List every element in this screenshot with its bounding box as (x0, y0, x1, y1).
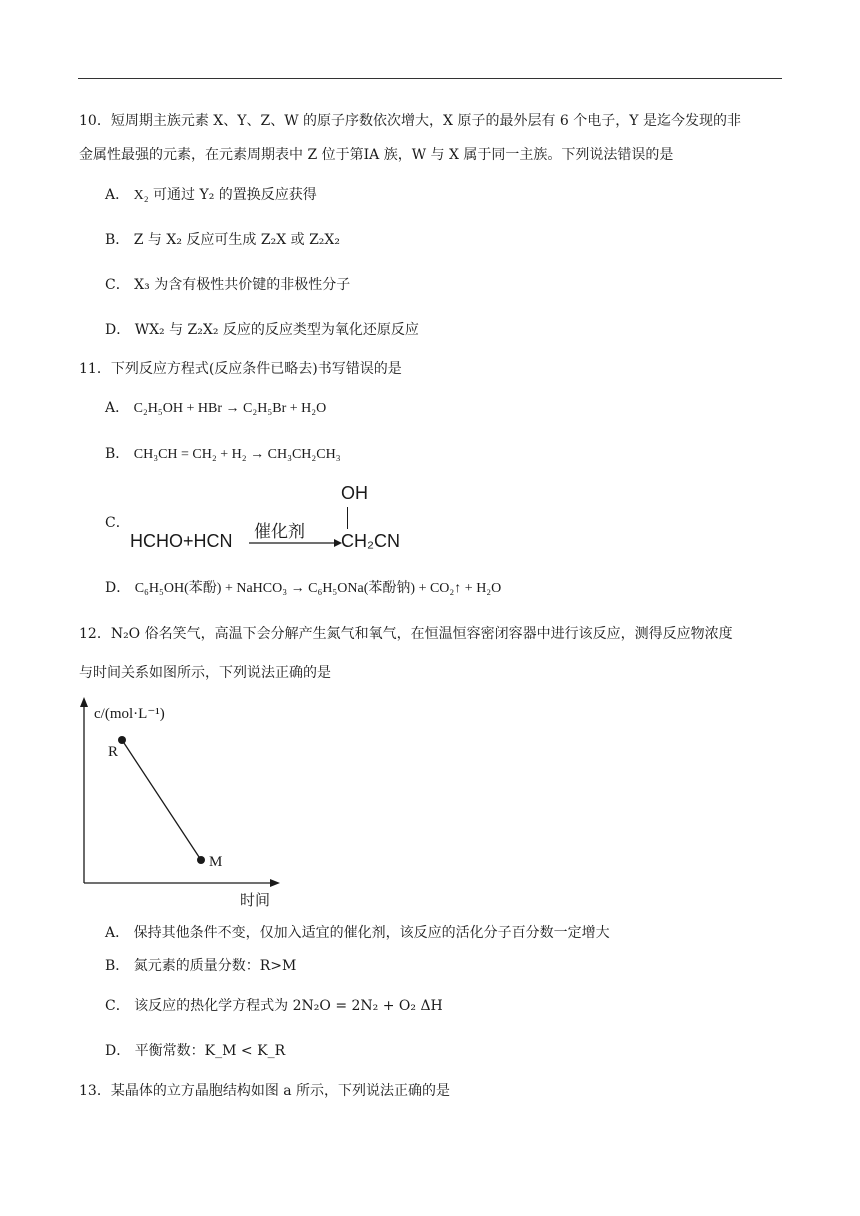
data-label-m: M (209, 854, 223, 870)
q12-stem-line1: 12．N₂O 俗名笑气，高温下会分解产生氮气和氧气，在恒温恒容密闭容器中进行该反应，测得反应物浓度 (79, 626, 733, 642)
concentration-time-chart (70, 695, 300, 915)
x-axis-label: 时间 (240, 893, 271, 909)
y-axis-label: c/(mol·L⁻¹) (94, 706, 165, 722)
q10-option-a-text: 可通过 Y₂ 的置换反应获得 (153, 187, 317, 203)
q10-option-c-label: C． (105, 277, 130, 293)
q11-c-product-oh: OH (341, 483, 368, 503)
q12-option-d-label: D． (105, 1043, 131, 1059)
q11-option-d-equation: C₆H₅OH(苯酚) + NaHCO₃ → C₆H₅ONa(苯酚钠) + CO₂↑ + H₂O (134, 581, 502, 596)
q11-option-d[interactable] (105, 578, 501, 599)
q12-option-a-text: 保持其他条件不变，仅加入适宜的催化剂，该反应的活化分子百分数一定增大 (133, 925, 610, 941)
data-point-m (197, 856, 205, 864)
q12-option-a-label: A． (105, 925, 130, 941)
data-line-r-m (122, 740, 201, 860)
q13-stem: 13．某晶体的立方晶胞结构如图 a 所示，下列说法正确的是 (79, 1083, 451, 1099)
q11-option-a-equation: C₂H₅OH + HBr → C₂H₅Br + H₂O (133, 401, 327, 416)
q12-option-c[interactable] (105, 996, 443, 1016)
q12-stem-line2: 与时间关系如图所示，下列说法正确的是 (79, 665, 331, 681)
data-point-r (118, 736, 126, 744)
q12-option-d-text: 平衡常数：K_M < K_R (134, 1043, 286, 1059)
data-label-r: R (108, 744, 119, 760)
reaction-arrow (248, 535, 344, 551)
q10-stem-line1: 10．短周期主族元素 X、Y、Z、W 的原子序数依次增大，X 原子的最外层有 6 个电子，Y 是迄今发现的非 (79, 113, 741, 129)
q10-option-a-label: A． (105, 187, 130, 203)
q11-stem: 11．下列反应方程式(反应条件已略去)书写错误的是 (79, 361, 402, 377)
q10-option-d-label: D． (105, 322, 131, 338)
q12-option-b-label: B． (105, 958, 130, 974)
q12-option-a[interactable] (105, 923, 610, 943)
q11-option-b-label: B． (105, 446, 130, 462)
q11-option-a-label: A． (105, 400, 130, 416)
q10-option-a[interactable] (105, 185, 317, 206)
q10-option-d[interactable] (105, 320, 419, 340)
q11-option-c-label: C． (105, 515, 130, 531)
q11-option-b-equation: CH₃CH = CH₂ + H₂ → CH₃CH₂CH₃ (133, 447, 341, 462)
q10-option-a-formula: X₂ (133, 188, 149, 203)
header-rule (78, 78, 782, 79)
q12-option-b[interactable] (105, 956, 296, 976)
q11-option-c[interactable] (105, 513, 130, 533)
q11-c-reactants: HCHO+HCN (130, 531, 233, 551)
q10-option-c-text: X₃ 为含有极性共价键的非极性分子 (134, 277, 351, 293)
q11-option-d-label: D． (105, 580, 131, 596)
q11-option-a[interactable] (105, 398, 326, 419)
x-axis-arrow (270, 879, 280, 887)
q10-option-d-text: WX₂ 与 Z₂X₂ 反应的反应类型为氧化还原反应 (134, 322, 419, 338)
q10-option-b-label: B． (105, 232, 130, 248)
q12-option-c-text: 该反应的热化学方程式为 2N₂O = 2N₂ + O₂ ΔH (134, 998, 443, 1014)
q12-option-d[interactable] (105, 1041, 285, 1061)
q10-option-b-text: Z 与 X₂ 反应可生成 Z₂X 或 Z₂X₂ (133, 232, 340, 248)
q11-c-product: CH₂CN (341, 531, 400, 551)
q12-option-b-text: 氮元素的质量分数：R>M (133, 958, 297, 974)
bond-line (347, 507, 348, 529)
y-axis-arrow (80, 697, 88, 707)
q11-option-b[interactable] (105, 444, 341, 465)
q10-option-c[interactable] (105, 275, 350, 295)
q12-option-c-label: C． (105, 998, 130, 1014)
q10-stem-line2: 金属性最强的元素，在元素周期表中 Z 位于第ⅠA 族，W 与 X 属于同一主族。下列说法错误的是 (79, 147, 674, 163)
q10-option-b[interactable] (105, 230, 340, 250)
q11-c-catalyst: 催化剂 (254, 522, 305, 541)
